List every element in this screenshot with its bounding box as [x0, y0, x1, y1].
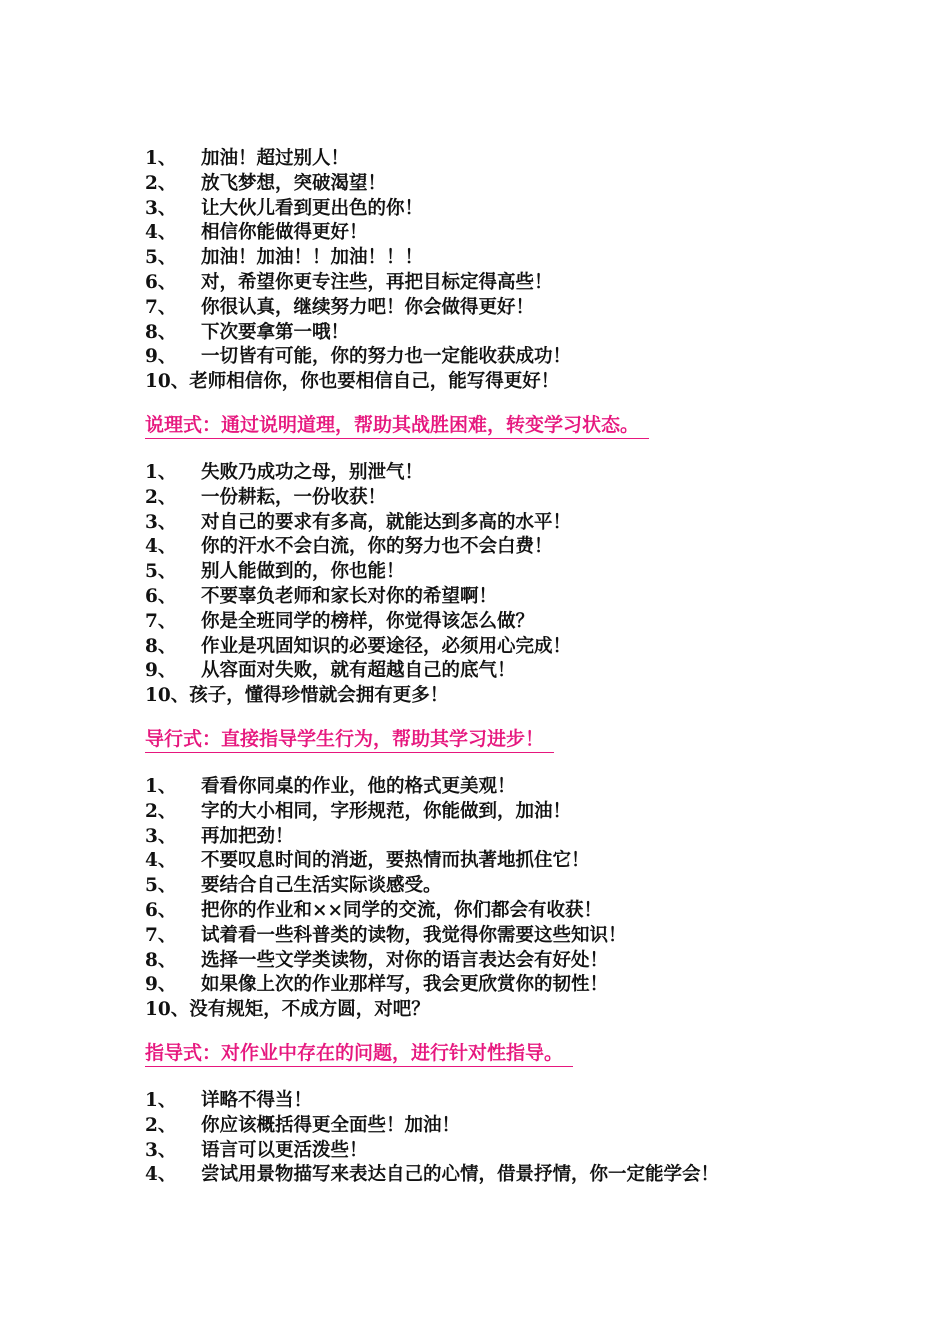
item-text: 再加把劲！ [201, 825, 294, 847]
list-item [145, 800, 845, 825]
item-text: 别人能做到的，你也能！ [201, 561, 405, 583]
item-number: 8、 [145, 635, 177, 657]
item-text: 选择一些文学类读物，对你的语言表达会有好处！ [201, 949, 609, 971]
section-heading-wrap [145, 1040, 845, 1068]
comment-list [145, 147, 845, 395]
item-text: 不要辜负老师和家长对你的希望啊！ [201, 585, 498, 607]
list-item [145, 1163, 845, 1188]
item-text: 失败乃成功之母，别泄气！ [201, 461, 424, 483]
section-heading: 指导式：对作业中存在的问题，进行针对性指导。 [145, 1040, 573, 1067]
item-text: 详略不得当！ [201, 1089, 313, 1111]
list-item [145, 535, 845, 560]
list-item [145, 486, 845, 511]
item-text: 试着看一些科普类的读物，我觉得你需要这些知识！ [201, 924, 627, 946]
list-item [145, 1089, 845, 1114]
item-number: 10、 [145, 371, 190, 393]
list-item [145, 147, 845, 172]
item-number: 4、 [145, 850, 177, 872]
item-number: 1、 [145, 775, 177, 797]
item-number: 2、 [145, 1114, 177, 1136]
list-item [145, 246, 845, 271]
list-item [145, 345, 845, 370]
item-text: 加油！加油！！加油！！！ [201, 247, 424, 269]
item-number: 5、 [145, 875, 177, 897]
item-number: 2、 [145, 172, 177, 194]
item-text: 你是全班同学的榜样，你觉得该怎么做？ [201, 610, 535, 632]
list-item [145, 511, 845, 536]
item-number: 2、 [145, 486, 177, 508]
item-number: 1、 [145, 461, 177, 483]
item-text: 从容面对失败，就有超越自己的底气！ [201, 660, 516, 682]
list-item [145, 370, 845, 395]
item-number: 10、 [145, 685, 190, 707]
item-text: 尝试用景物描写来表达自己的心情，借景抒情，你一定能学会！ [201, 1164, 720, 1186]
comment-list [145, 461, 845, 709]
item-text: 孩子，懂得珍惜就会拥有更多！ [189, 685, 449, 707]
item-number: 1、 [145, 1089, 177, 1111]
item-number: 3、 [145, 1139, 177, 1161]
item-number: 7、 [145, 924, 177, 946]
item-text: 加油！超过别人！ [201, 148, 350, 169]
item-text: 一切皆有可能，你的努力也一定能收获成功！ [201, 346, 572, 368]
list-item [145, 899, 845, 924]
comment-list [145, 1089, 845, 1188]
list-item [145, 659, 845, 684]
item-text: 对，希望你更专注些，再把目标定得高些！ [201, 271, 553, 293]
item-text: 要结合自己生活实际谈感受。 [201, 875, 442, 897]
list-item [145, 924, 845, 949]
item-number: 7、 [145, 610, 177, 632]
section-heading: 说理式：通过说明道理，帮助其战胜困难，转变学习状态。 [145, 412, 649, 439]
item-number: 9、 [145, 974, 177, 996]
item-text: 看看你同桌的作业，他的格式更美观！ [201, 775, 516, 797]
list-item [145, 197, 845, 222]
section-heading-wrap [145, 412, 845, 440]
item-number: 9、 [145, 346, 177, 368]
list-item [145, 1114, 845, 1139]
list-item [145, 271, 845, 296]
list-item [145, 560, 845, 585]
list-item [145, 1139, 845, 1164]
item-text: 你很认真，继续努力吧！你会做得更好！ [201, 296, 535, 318]
item-text: 老师相信你，你也要相信自己，能写得更好！ [189, 371, 560, 393]
list-item [145, 296, 845, 321]
item-number: 6、 [145, 585, 177, 607]
list-item [145, 775, 845, 800]
item-number: 6、 [145, 271, 177, 293]
item-text: 对自己的要求有多高，就能达到多高的水平！ [201, 511, 572, 533]
item-number: 10、 [145, 999, 190, 1021]
item-number: 3、 [145, 825, 177, 847]
item-number: 2、 [145, 800, 177, 822]
item-number: 4、 [145, 1164, 177, 1186]
item-text: 把你的作业和××同学的交流，你们都会有收获！ [201, 899, 603, 921]
item-text: 语言可以更活泼些！ [201, 1139, 368, 1161]
item-text: 作业是巩固知识的必要途径，必须用心完成！ [201, 635, 572, 657]
item-number: 3、 [145, 197, 177, 219]
list-item [145, 998, 845, 1023]
item-number: 4、 [145, 222, 177, 244]
item-text: 相信你能做得更好！ [201, 222, 368, 244]
item-text: 没有规矩，不成方圆，对吧？ [189, 999, 430, 1021]
list-item [145, 585, 845, 610]
item-text: 放飞梦想，突破渴望！ [201, 172, 387, 194]
item-number: 8、 [145, 949, 177, 971]
item-number: 6、 [145, 899, 177, 921]
document-body [145, 147, 845, 1188]
list-item [145, 874, 845, 899]
item-number: 5、 [145, 561, 177, 583]
item-number: 4、 [145, 536, 177, 558]
item-number: 5、 [145, 247, 177, 269]
item-text: 不要叹息时间的消逝，要热情而执著地抓住它！ [201, 850, 590, 872]
item-text: 字的大小相同，字形规范，你能做到，加油！ [201, 800, 572, 822]
item-number: 8、 [145, 321, 177, 343]
list-item [145, 973, 845, 998]
list-item [145, 684, 845, 709]
comment-list [145, 775, 845, 1023]
item-number: 1、 [145, 148, 177, 169]
list-item [145, 610, 845, 635]
item-text: 你的汗水不会白流，你的努力也不会白费！ [201, 536, 553, 558]
list-item [145, 825, 845, 850]
item-text: 你应该概括得更全面些！加油！ [201, 1114, 461, 1136]
list-item [145, 221, 845, 246]
list-item [145, 949, 845, 974]
item-text: 一份耕耘，一份收获！ [201, 486, 387, 508]
list-item [145, 321, 845, 346]
item-number: 3、 [145, 511, 177, 533]
list-item [145, 172, 845, 197]
list-item [145, 849, 845, 874]
item-number: 9、 [145, 660, 177, 682]
item-text: 如果像上次的作业那样写，我会更欣赏你的韧性！ [201, 974, 609, 996]
list-item [145, 461, 845, 486]
item-number: 7、 [145, 296, 177, 318]
item-text: 下次要拿第一哦！ [201, 321, 350, 343]
item-text: 让大伙儿看到更出色的你！ [201, 197, 424, 219]
section-heading-wrap [145, 726, 845, 754]
list-item [145, 635, 845, 660]
section-heading: 导行式：直接指导学生行为，帮助其学习进步！ [145, 726, 554, 753]
